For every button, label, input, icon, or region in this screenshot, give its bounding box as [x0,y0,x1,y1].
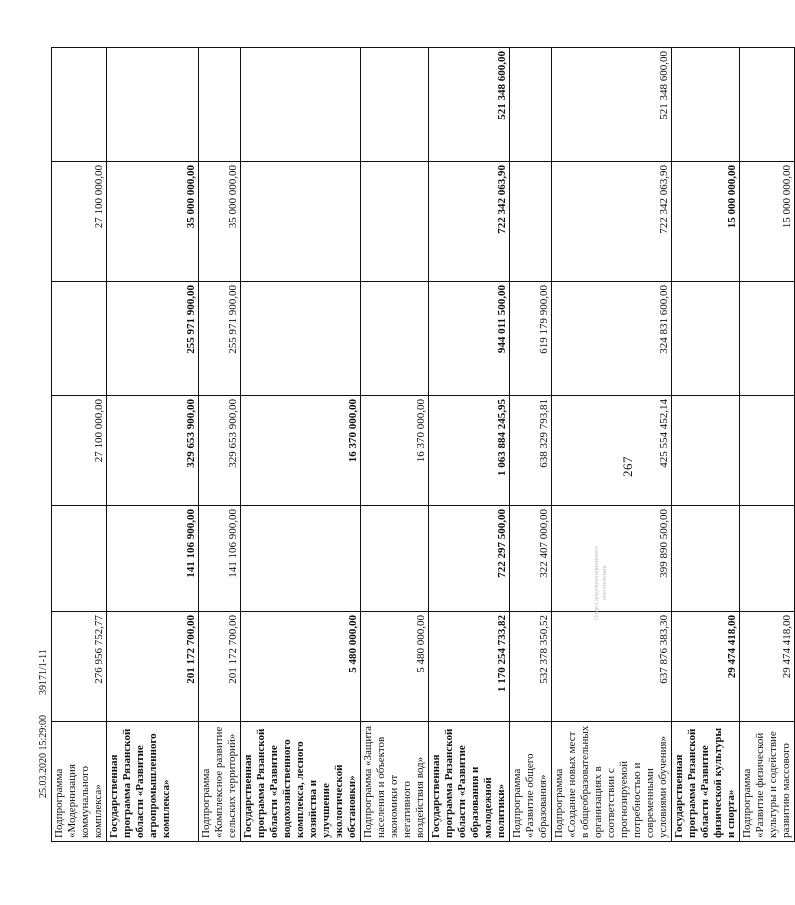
amount-cell: 324 831 600,00 [552,282,672,396]
amount-cell: 944 011 500,00 [429,282,510,396]
amount-cell: 16 370 000,00 [241,396,361,506]
program-name-cell: Подпрограмма «Развитие физической культуры и содействие развитию массового [740,722,795,842]
table-row [510,48,552,842]
amount-cell: 638 329 793,81 [510,396,552,506]
amount-cell [361,282,429,396]
table-row [199,48,241,842]
amount-cell: 722 297 500,00 [429,506,510,612]
amount-cell [740,506,795,612]
program-name-cell: Государственная программа Рязанской области «Развитие образования и молодежной политики» [429,722,510,842]
amount-cell: 255 971 900,00 [199,282,241,396]
amount-cell [740,282,795,396]
amount-cell: 399 890 500,00 [552,506,672,612]
program-name-cell: Государственная программа Рязанской области «Развитие водохозяйственного комплекса, лесного хозяйства и улучшение экологической обстановки» [241,722,361,842]
amount-cell: 27 100 000,00 [52,162,107,282]
program-name-cell: Подпрограмма «Комплексное развитие сельских территорий» [199,722,241,842]
table-row [52,48,107,842]
amount-cell: 619 179 900,00 [510,282,552,396]
program-name-cell: Подпрограмма «Развитие общего образования» [510,722,552,842]
amount-cell: 329 653 900,00 [199,396,241,506]
footer-code: 39171/1-11 [38,649,49,695]
program-name-cell: Государственная программа Рязанской области «Развитие агропромышленного комплекса» [107,722,199,842]
amount-cell: 532 378 350,52 [510,612,552,722]
amount-cell [52,282,107,396]
amount-cell [241,162,361,282]
amount-cell: 255 971 900,00 [107,282,199,396]
amount-cell: 201 172 700,00 [107,612,199,722]
amount-cell [241,506,361,612]
amount-cell: 141 106 900,00 [107,506,199,612]
program-name-cell: Подпрограмма «Защита населения и объектов экономики от негативного воздействия вод» [361,722,429,842]
amount-cell: 329 653 900,00 [107,396,199,506]
amount-cell [672,506,740,612]
table-row [361,48,429,842]
amount-cell: 35 000 000,00 [199,162,241,282]
amount-cell [107,48,199,162]
table-row [429,48,510,842]
table-row [672,48,740,842]
amount-cell [672,396,740,506]
amount-cell [52,48,107,162]
amount-cell [672,282,740,396]
budget-table [51,47,795,842]
table-row [740,48,795,842]
amount-cell: 5 480 000,00 [241,612,361,722]
amount-cell: 1 063 884 245,95 [429,396,510,506]
amount-cell: 276 956 752,77 [52,612,107,722]
watermark-stamp: Отдел документационного обеспечения [593,546,608,620]
amount-cell [241,48,361,162]
amount-cell [241,282,361,396]
amount-cell [510,48,552,162]
amount-cell: 29 474 418,00 [672,612,740,722]
amount-cell [52,506,107,612]
amount-cell: 521 348 600,00 [429,48,510,162]
amount-cell [510,162,552,282]
table-row [107,48,199,842]
amount-cell: 35 000 000,00 [107,162,199,282]
table-row [241,48,361,842]
amount-cell: 16 370 000,00 [361,396,429,506]
table-row [552,48,672,842]
amount-cell [740,48,795,162]
amount-cell [199,48,241,162]
amount-cell [672,48,740,162]
amount-cell: 1 170 254 733,82 [429,612,510,722]
amount-cell [361,506,429,612]
program-name-cell: Государственная программа Рязанской области «Развитие физической культуры и спорта» [672,722,740,842]
footer-datetime: 25.03.2020 15:29:00 [38,714,49,798]
amount-cell: 521 348 600,00 [552,48,672,162]
amount-cell: 722 342 063,90 [552,162,672,282]
program-name-cell: Подпрограмма «Создание новых мест в общеобразовательных организациях в соответствии с прогнозируемой потребностью и современными условиями обучения» [552,722,672,842]
amount-cell: 15 000 000,00 [740,162,795,282]
amount-cell: 27 100 000,00 [52,396,107,506]
amount-cell: 29 474 418,00 [740,612,795,722]
table-body [52,48,795,842]
amount-cell [361,162,429,282]
amount-cell: 201 172 700,00 [199,612,241,722]
amount-cell: 722 342 063,90 [429,162,510,282]
amount-cell: 322 407 000,00 [510,506,552,612]
amount-cell [740,396,795,506]
amount-cell: 15 000 000,00 [672,162,740,282]
amount-cell: 141 106 900,00 [199,506,241,612]
program-name-cell: Подпрограмма «Модернизация коммунального комплекса» [52,722,107,842]
amount-cell: 425 554 452,14 [552,396,672,506]
amount-cell: 5 480 000,00 [361,612,429,722]
page-number: 267 [620,456,635,477]
amount-cell: 637 876 383,30 [552,612,672,722]
amount-cell [361,48,429,162]
